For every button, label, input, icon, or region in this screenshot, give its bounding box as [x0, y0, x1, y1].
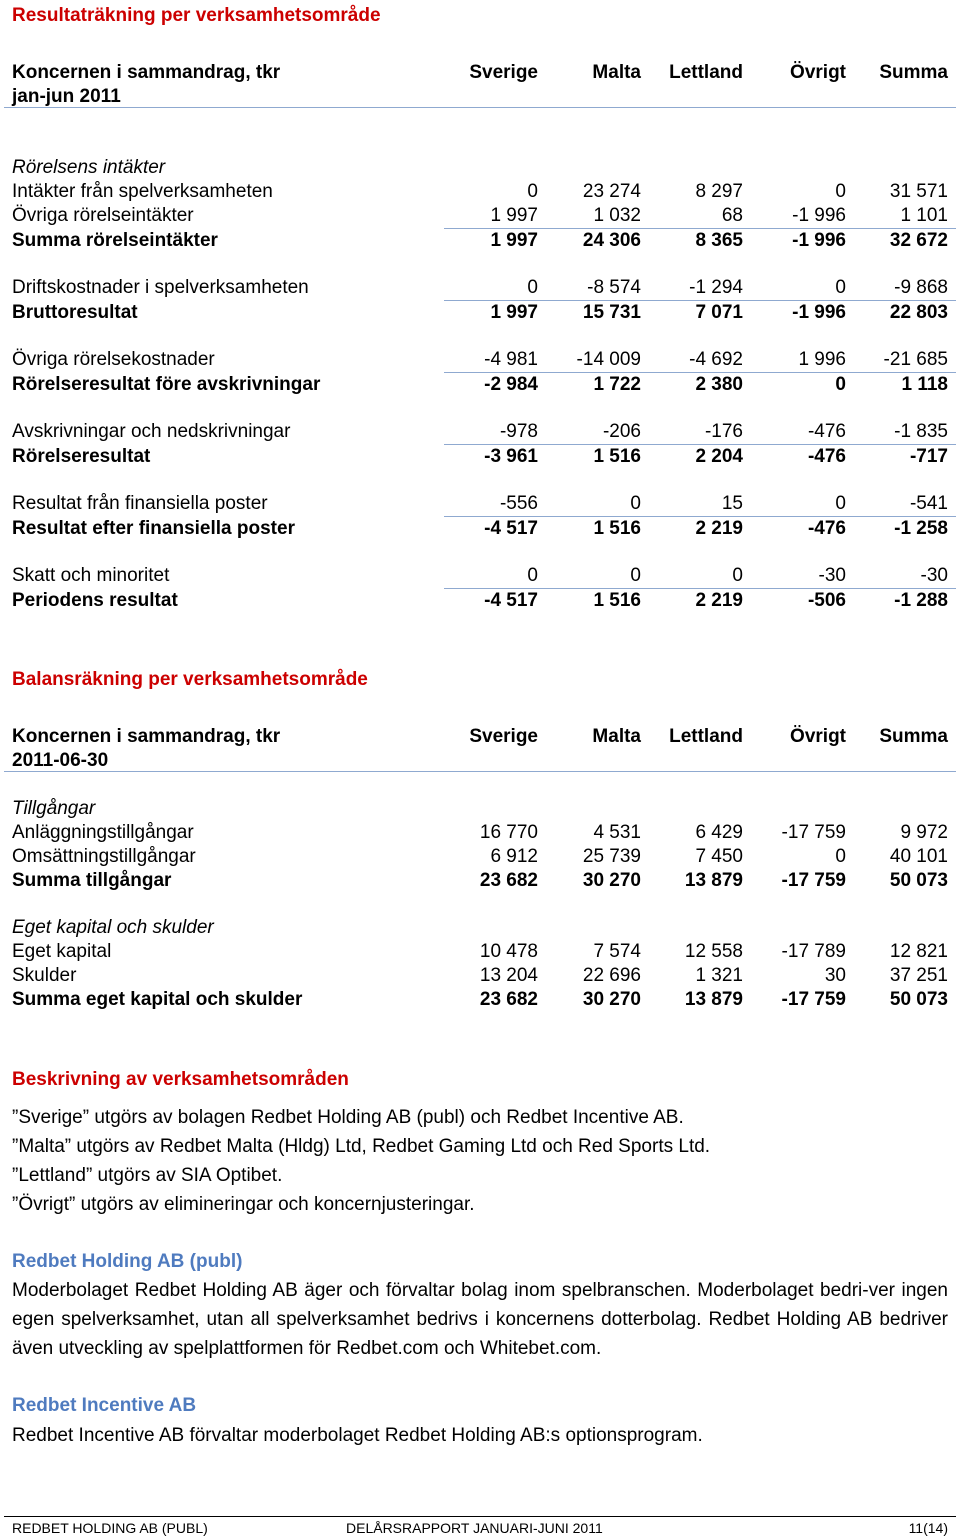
cell-sverige: 16 770	[479, 822, 538, 843]
balance-col-lettland: Lettland	[669, 726, 743, 747]
cell-sverige: 1 997	[490, 230, 538, 251]
cell-lettland: 7 450	[695, 846, 743, 867]
balance-header-date: 2011-06-30	[12, 750, 109, 771]
table-row-ovriga-rorelsekostnader	[12, 348, 956, 372]
balance-section-title: Balansräkning per verksamhetsområde	[12, 669, 368, 690]
cell-summa: 12 821	[889, 941, 948, 962]
row-label: Övriga rörelsekostnader	[12, 349, 215, 370]
cell-malta: 22 696	[582, 965, 641, 986]
cell-sverige: 0	[527, 181, 538, 202]
footer-page-number: 11(14)	[908, 1520, 948, 1536]
cell-ovrigt: -506	[807, 590, 846, 611]
cell-sverige: -4 517	[484, 518, 538, 539]
cell-summa: -717	[909, 446, 948, 467]
footer-report: DELÅRSRAPPORT JANUARI-JUNI 2011	[346, 1520, 603, 1536]
cell-summa: -1 288	[894, 590, 948, 611]
cell-malta: -206	[602, 421, 641, 442]
cell-malta: 1 516	[593, 446, 641, 467]
cell-lettland: 13 879	[684, 989, 743, 1010]
cell-lettland: 2 204	[695, 446, 743, 467]
cell-sverige: -556	[499, 493, 538, 514]
table-row-skulder	[12, 964, 956, 988]
cell-summa: 31 571	[889, 181, 948, 202]
cell-lettland: 2 219	[695, 590, 743, 611]
balance-col-ovrigt: Övrigt	[790, 726, 846, 747]
cell-summa: -1 258	[894, 518, 948, 539]
cell-ovrigt: -17 759	[781, 870, 846, 891]
table-row-summa-rorelseintakter	[12, 229, 956, 253]
cell-ovrigt: -17 789	[781, 941, 846, 962]
cell-sverige: 23 682	[479, 870, 538, 891]
row-label: Summa rörelseintäkter	[12, 230, 218, 251]
cell-ovrigt: 0	[835, 277, 846, 298]
cell-malta: 7 574	[593, 941, 641, 962]
row-label: Eget kapital	[12, 941, 112, 962]
cell-summa: 9 972	[900, 822, 948, 843]
cell-malta: 30 270	[582, 989, 641, 1010]
cell-lettland: 7 071	[695, 302, 743, 323]
cell-summa: -541	[909, 493, 948, 514]
row-label: Rörelseresultat före avskrivningar	[12, 374, 321, 395]
income-col-ovrigt: Övrigt	[790, 62, 846, 83]
income-header-period: jan-jun 2011	[12, 86, 121, 107]
table-row-eget-kapital	[12, 940, 956, 964]
table-row-resultat-fran-finansiella-poster	[12, 492, 956, 516]
table-row-rorelsens-intakter	[12, 156, 956, 180]
cell-ovrigt: -476	[807, 446, 846, 467]
table-row-skatt-och-minoritet	[12, 564, 956, 588]
row-label: Anläggningstillgångar	[12, 822, 194, 843]
table-row-omsattningstillgangar	[12, 845, 956, 869]
cell-lettland: 0	[732, 565, 743, 586]
row-label: Resultat efter finansiella poster	[12, 518, 295, 539]
cell-sverige: 23 682	[479, 989, 538, 1010]
cell-summa: -9 868	[894, 277, 948, 298]
cell-lettland: 2 219	[695, 518, 743, 539]
cell-lettland: 13 879	[684, 870, 743, 891]
holding-paragraph: Moderbolaget Redbet Holding AB äger och förvaltar bolag inom spelbranschen. Moderbolaget bedri-ver ingen egen spelverksamhet, utan all spelverksamhet bedrivs i koncernens dotterbolag. Redbet Holding AB bedriver även utveckling av spelplattformen för Redbet.com och Whitebet.com.	[12, 1280, 948, 1359]
table-row-ovriga-rorelseintakter	[12, 204, 956, 228]
cell-sverige: 1 997	[490, 205, 538, 226]
cell-summa: 1 118	[901, 374, 948, 395]
row-label: Övriga rörelseintäkter	[12, 205, 194, 226]
table-row-tillgangar	[12, 797, 956, 821]
cell-summa: 40 101	[889, 846, 948, 867]
table-row-summa-tillgangar	[12, 869, 956, 893]
row-label: Eget kapital och skulder	[12, 917, 214, 938]
cell-ovrigt: -1 996	[792, 302, 846, 323]
description-line-sverige: ”Sverige” utgörs av bolagen Redbet Holding AB (publ) och Redbet Incentive AB.	[12, 1107, 684, 1128]
cell-ovrigt: -1 996	[792, 230, 846, 251]
table-row-periodens-resultat	[12, 589, 956, 613]
balance-col-malta: Malta	[592, 726, 641, 747]
incentive-paragraph: Redbet Incentive AB förvaltar moderbolaget Redbet Holding AB:s optionsprogram.	[12, 1425, 703, 1446]
table-row-avskrivningar-och-nedskrivningar	[12, 420, 956, 444]
cell-malta: 1 516	[593, 590, 641, 611]
income-header-title: Koncernen i sammandrag, tkr	[12, 62, 281, 83]
table-row-resultat-efter-finansiella-poster	[12, 517, 956, 541]
cell-sverige: 0	[527, 277, 538, 298]
cell-lettland: 68	[721, 205, 743, 226]
cell-ovrigt: -17 759	[781, 989, 846, 1010]
cell-sverige: -3 961	[484, 446, 538, 467]
cell-lettland: 15	[721, 493, 743, 514]
cell-sverige: 1 997	[490, 302, 538, 323]
table-row-rorelseresultat	[12, 445, 956, 469]
cell-ovrigt: -476	[807, 518, 846, 539]
cell-malta: 25 739	[582, 846, 641, 867]
cell-sverige: 0	[527, 565, 538, 586]
row-label: Periodens resultat	[12, 590, 178, 611]
balance-header-title: Koncernen i sammandrag, tkr	[12, 726, 281, 747]
cell-sverige: -978	[499, 421, 538, 442]
cell-summa: 50 073	[889, 989, 948, 1010]
cell-malta: 24 306	[582, 230, 641, 251]
cell-lettland: 2 380	[695, 374, 743, 395]
description-section-title: Beskrivning av verksamhetsområden	[12, 1069, 349, 1090]
balance-col-sverige: Sverige	[469, 726, 538, 747]
cell-malta: 30 270	[582, 870, 641, 891]
cell-ovrigt: 0	[835, 374, 846, 395]
footer-rule	[4, 1516, 956, 1517]
row-label: Omsättningstillgångar	[12, 846, 196, 867]
holding-subtitle: Redbet Holding AB (publ)	[12, 1251, 243, 1272]
incentive-subtitle: Redbet Incentive AB	[12, 1395, 197, 1416]
row-label: Intäkter från spelverksamheten	[12, 181, 273, 202]
cell-ovrigt: 30	[824, 965, 846, 986]
income-col-lettland: Lettland	[669, 62, 743, 83]
cell-ovrigt: -17 759	[781, 822, 846, 843]
cell-ovrigt: -1 996	[792, 205, 846, 226]
balance-header-rule	[4, 771, 956, 772]
cell-lettland: -1 294	[689, 277, 743, 298]
income-header-rule	[4, 107, 956, 108]
table-row-eget-kapital-och-skulder	[12, 916, 956, 940]
cell-sverige: -2 984	[484, 374, 538, 395]
row-label: Bruttoresultat	[12, 302, 138, 323]
cell-summa: 22 803	[889, 302, 948, 323]
cell-malta: 0	[630, 565, 641, 586]
cell-lettland: 8 365	[695, 230, 743, 251]
table-row-summa-eget-kapital-och-skulder	[12, 988, 956, 1012]
cell-summa: 37 251	[889, 965, 948, 986]
table-row-driftskostnader-i-spelverksamheten	[12, 276, 956, 300]
cell-malta: 0	[630, 493, 641, 514]
cell-summa: -30	[920, 565, 948, 586]
cell-lettland: 8 297	[695, 181, 743, 202]
cell-malta: 23 274	[582, 181, 641, 202]
table-row-rorelseresultat-fore-avskrivningar	[12, 373, 956, 397]
row-label: Skulder	[12, 965, 77, 986]
row-label: Rörelseresultat	[12, 446, 151, 467]
income-col-summa: Summa	[879, 62, 948, 83]
table-row-intakter-fran-spelverksamheten	[12, 180, 956, 204]
cell-malta: 1 516	[593, 518, 641, 539]
cell-summa: 32 672	[889, 230, 948, 251]
cell-malta: 1 722	[593, 374, 641, 395]
cell-lettland: 1 321	[695, 965, 743, 986]
cell-lettland: 12 558	[684, 941, 743, 962]
row-label: Driftskostnader i spelverksamheten	[12, 277, 309, 298]
row-label: Rörelsens intäkter	[12, 157, 166, 178]
row-label: Tillgångar	[12, 798, 96, 819]
cell-malta: -8 574	[587, 277, 641, 298]
cell-sverige: -4 981	[484, 349, 538, 370]
cell-summa: -1 835	[894, 421, 948, 442]
cell-sverige: 6 912	[490, 846, 538, 867]
cell-summa: -21 685	[883, 349, 948, 370]
cell-ovrigt: -476	[807, 421, 846, 442]
balance-col-summa: Summa	[879, 726, 948, 747]
description-line-ovrigt: ”Övrigt” utgörs av elimineringar och koncernjusteringar.	[12, 1194, 475, 1215]
cell-summa: 50 073	[889, 870, 948, 891]
row-label: Summa tillgångar	[12, 870, 172, 891]
cell-malta: 1 032	[593, 205, 641, 226]
cell-ovrigt: 0	[835, 181, 846, 202]
cell-sverige: -4 517	[484, 590, 538, 611]
cell-lettland: -4 692	[689, 349, 743, 370]
cell-malta: 15 731	[582, 302, 641, 323]
income-section-title: Resultaträkning per verksamhetsområde	[12, 5, 381, 26]
cell-ovrigt: 0	[835, 846, 846, 867]
table-row-anlaggningstillgangar	[12, 821, 956, 845]
cell-ovrigt: 1 996	[798, 349, 846, 370]
income-col-malta: Malta	[592, 62, 641, 83]
footer-company: REDBET HOLDING AB (PUBL)	[12, 1520, 208, 1536]
cell-sverige: 10 478	[479, 941, 538, 962]
cell-lettland: 6 429	[695, 822, 743, 843]
cell-malta: 4 531	[593, 822, 641, 843]
row-label: Resultat från finansiella poster	[12, 493, 268, 514]
cell-summa: 1 101	[900, 205, 948, 226]
row-label: Summa eget kapital och skulder	[12, 989, 303, 1010]
cell-lettland: -176	[704, 421, 743, 442]
cell-ovrigt: -30	[818, 565, 846, 586]
cell-malta: -14 009	[576, 349, 641, 370]
income-col-sverige: Sverige	[469, 62, 538, 83]
description-line-lettland: ”Lettland” utgörs av SIA Optibet.	[12, 1165, 283, 1186]
cell-sverige: 13 204	[479, 965, 538, 986]
table-row-bruttoresultat	[12, 301, 956, 325]
description-line-malta: ”Malta” utgörs av Redbet Malta (Hldg) Ltd, Redbet Gaming Ltd och Red Sports Ltd.	[12, 1136, 711, 1157]
row-label: Skatt och minoritet	[12, 565, 170, 586]
row-label: Avskrivningar och nedskrivningar	[12, 421, 291, 442]
cell-ovrigt: 0	[835, 493, 846, 514]
